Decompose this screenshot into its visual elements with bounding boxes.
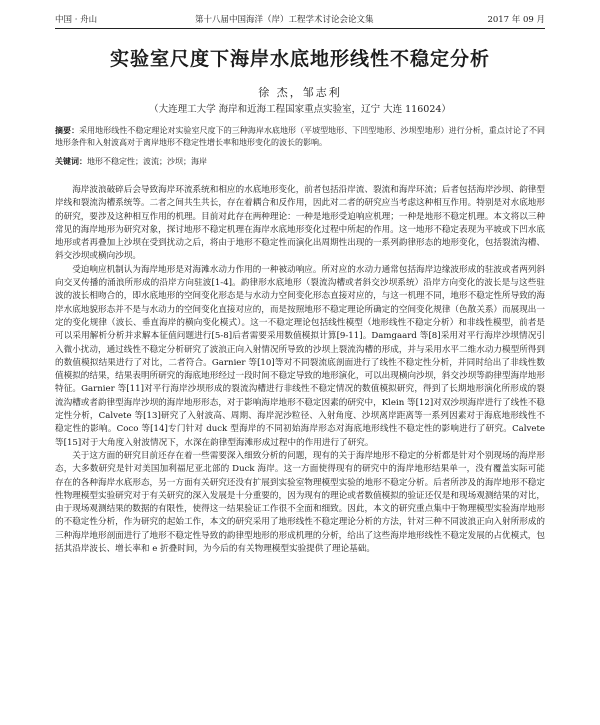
abstract-label: 摘要： (55, 126, 80, 135)
paper-affiliation: （大连理工大学 海岸和近海工程国家重点实验室，辽宁 大连 116024） (149, 104, 451, 115)
body-paragraph-2: 受迫响应机制认为海岸地形是对海滩水动力作用的一种被动响应。所对应的水动力通常包括海岸边缘波形成的驻波或者两列斜向交叉传播的涌浪所形成的沿岸方向驻波[1-4]。韵律形水底地形（裂流沟槽或者斜交沙坝系统）沿岸方向变化的波长是与这些驻波的波长相吻合的，即水底地形的空间变化形态是与水动力空间变化形态直接对应的，与这一机理不同，地形不稳定性所导致的海岸水底地貌形态并不是与水动力的空间变化直接对应的，而是按照地形不稳定理论所确定的空间变化规律（色散关系）而展现出一定的变化规律（波长、垂直海岸的横向变化模式）。这一不稳定理论包括线性模型（地形线性不稳定分析）和非线性模型，前者是可以采用解析分析并求解本征值问题进行[5-8]后者需要采用数值模拟计算[9-11]。Damgaard 等[8]采用对平行海岸沙坝情况引入微小扰动，通过线性不稳定分析研究了波浪正向入射情况所导致的沙坝上裂流沟槽的形成，并与采用水平二维水动力模型所得到的数值模拟结果进行了对比，二者符合。Garnier 等[10]等对不同裂流底剖面进行了线性不稳定性分析，并同时给出了非线性数值模拟的结果，结果表明所研究的海底地形经过一段时间不稳定导致的地形演化，可以出现横向沙坝，斜交沙坝等韵律型海岸地形特征。Garnier 等[11]对平行海岸沙坝形成的裂流沟槽进行非线性不稳定情况的数值模拟研究，得到了长期地形演化所形成的裂流沟槽或者韵律型海岸沙坝的海岸地形形态，对于影响海岸地形不稳定因素的研究中，Klein 等[12]对双沙坝海岸进行了线性不稳定性分析，Calvete 等[13]研究了入射波高、周期、海岸泥沙粒径、入射角度、沙坝离岸距离等一系列因素对于海底地形线性不稳定性的影响。Coco 等[14]专门针对 duck 型海岸的不同初始海岸形态对海底地形线性不稳定性的影响进行了研究。Calvete 等[15]对于大角度入射波情况下，水深在韵律型海滩形成过程中的作用进行了研究。 (55, 264, 545, 448)
abstract-text: 采用地形线性不稳定理论对实验室尺度下的三种海岸水底地形（平坡型地形、下凹型地形、沙坝型地形）进行分析，重点讨论了不同地形条件和入射波高对于离岸地形不稳定性增长率和地形变化的波长的影响。 (55, 126, 546, 147)
body-paragraph-1: 海岸波浪破碎后会导致海岸环流系统和相应的水底地形变化，前者包括沿岸流、裂流和海岸环流；后者包括海岸沙坝、韵律型岸线和裂流沟槽系统等。二者之间共生共长，存在着耦合和反作用，因此对二者的研究应当考虑这种相互作用。特别是对水底地形的研究，要涉及这种相互作用的机理。目前对此存在两种理论：一种是地形受迫响应机理；一种是地形不稳定机理。本文将以三种常见的海岸地形为研究对象，探讨地形不稳定机理在海岸水底地形变化过程中所起的作用。这一地形不稳定表现为平坡或下凹水底地形或者再叠加上沙坝在受到扰动之后，将由于地形不稳定性而演化出周期性出现的一系列韵律形态的地形变化，包括裂流沟槽、斜交沙坝或横向沙坝。 (55, 185, 545, 262)
keywords (55, 156, 545, 168)
header-proceedings: 第十八届中国海洋（岸）工程学术讨论会论文集 (195, 15, 374, 25)
body-text (55, 184, 545, 556)
abstract (55, 125, 545, 149)
running-header (55, 12, 545, 29)
body-paragraph-3: 关于这方面的研究目前还存在着一些需要深入细致分析的问题，现有的关于海岸地形不稳定的分析都是针对个别现场的海岸形态，大多数研究是针对美国加利福尼亚北部的 Duck 海岸。这一方面使得现有的研究中的海岸地形结果单一，没有覆盖实际可能存在的各种海岸水底形态，另一方面有关研究还没有扩展到实验室物理模型实验的地形不稳定分析。后者所涉及的海岸地形不稳定性物理模型实验研究对于有关研究的深入发展是十分重要的，因为现有的理论或者数值模拟的验证还仅是和现场观测结果的对比，由于现场观测结果的数据的有限性，使得这一结果验证工作很不全面和细致。因此，本文的研究重点集中于物理模型实验海岸地形的不稳定性分析，作为研究的起始工作，本文的研究采用了地形线性不稳定理论分析的方法，针对三种不同波浪正向入射所形成的三种海岸地形剖面进行了地形不稳定性导致的韵律型地形的形成机理的分析，给出了这些海岸地形线性不稳定发展的占优模式，包括其沿岸波长、增长率和 e 折叠时间，为今后的有关物理模型实验提供了理论基础。 (55, 450, 545, 555)
paper-title: 实验室尺度下海岸水底地形线性不稳定分析 (109, 48, 490, 70)
keywords-text: 地形不稳定性；波流；沙坝；海岸 (87, 157, 207, 166)
header-date: 2017 年 09 月 (487, 15, 545, 25)
keywords-label: 关键词： (55, 157, 87, 166)
paper-authors: 徐 杰，邹志利 (258, 86, 342, 99)
header-location: 中国 · 舟山 (55, 15, 98, 25)
